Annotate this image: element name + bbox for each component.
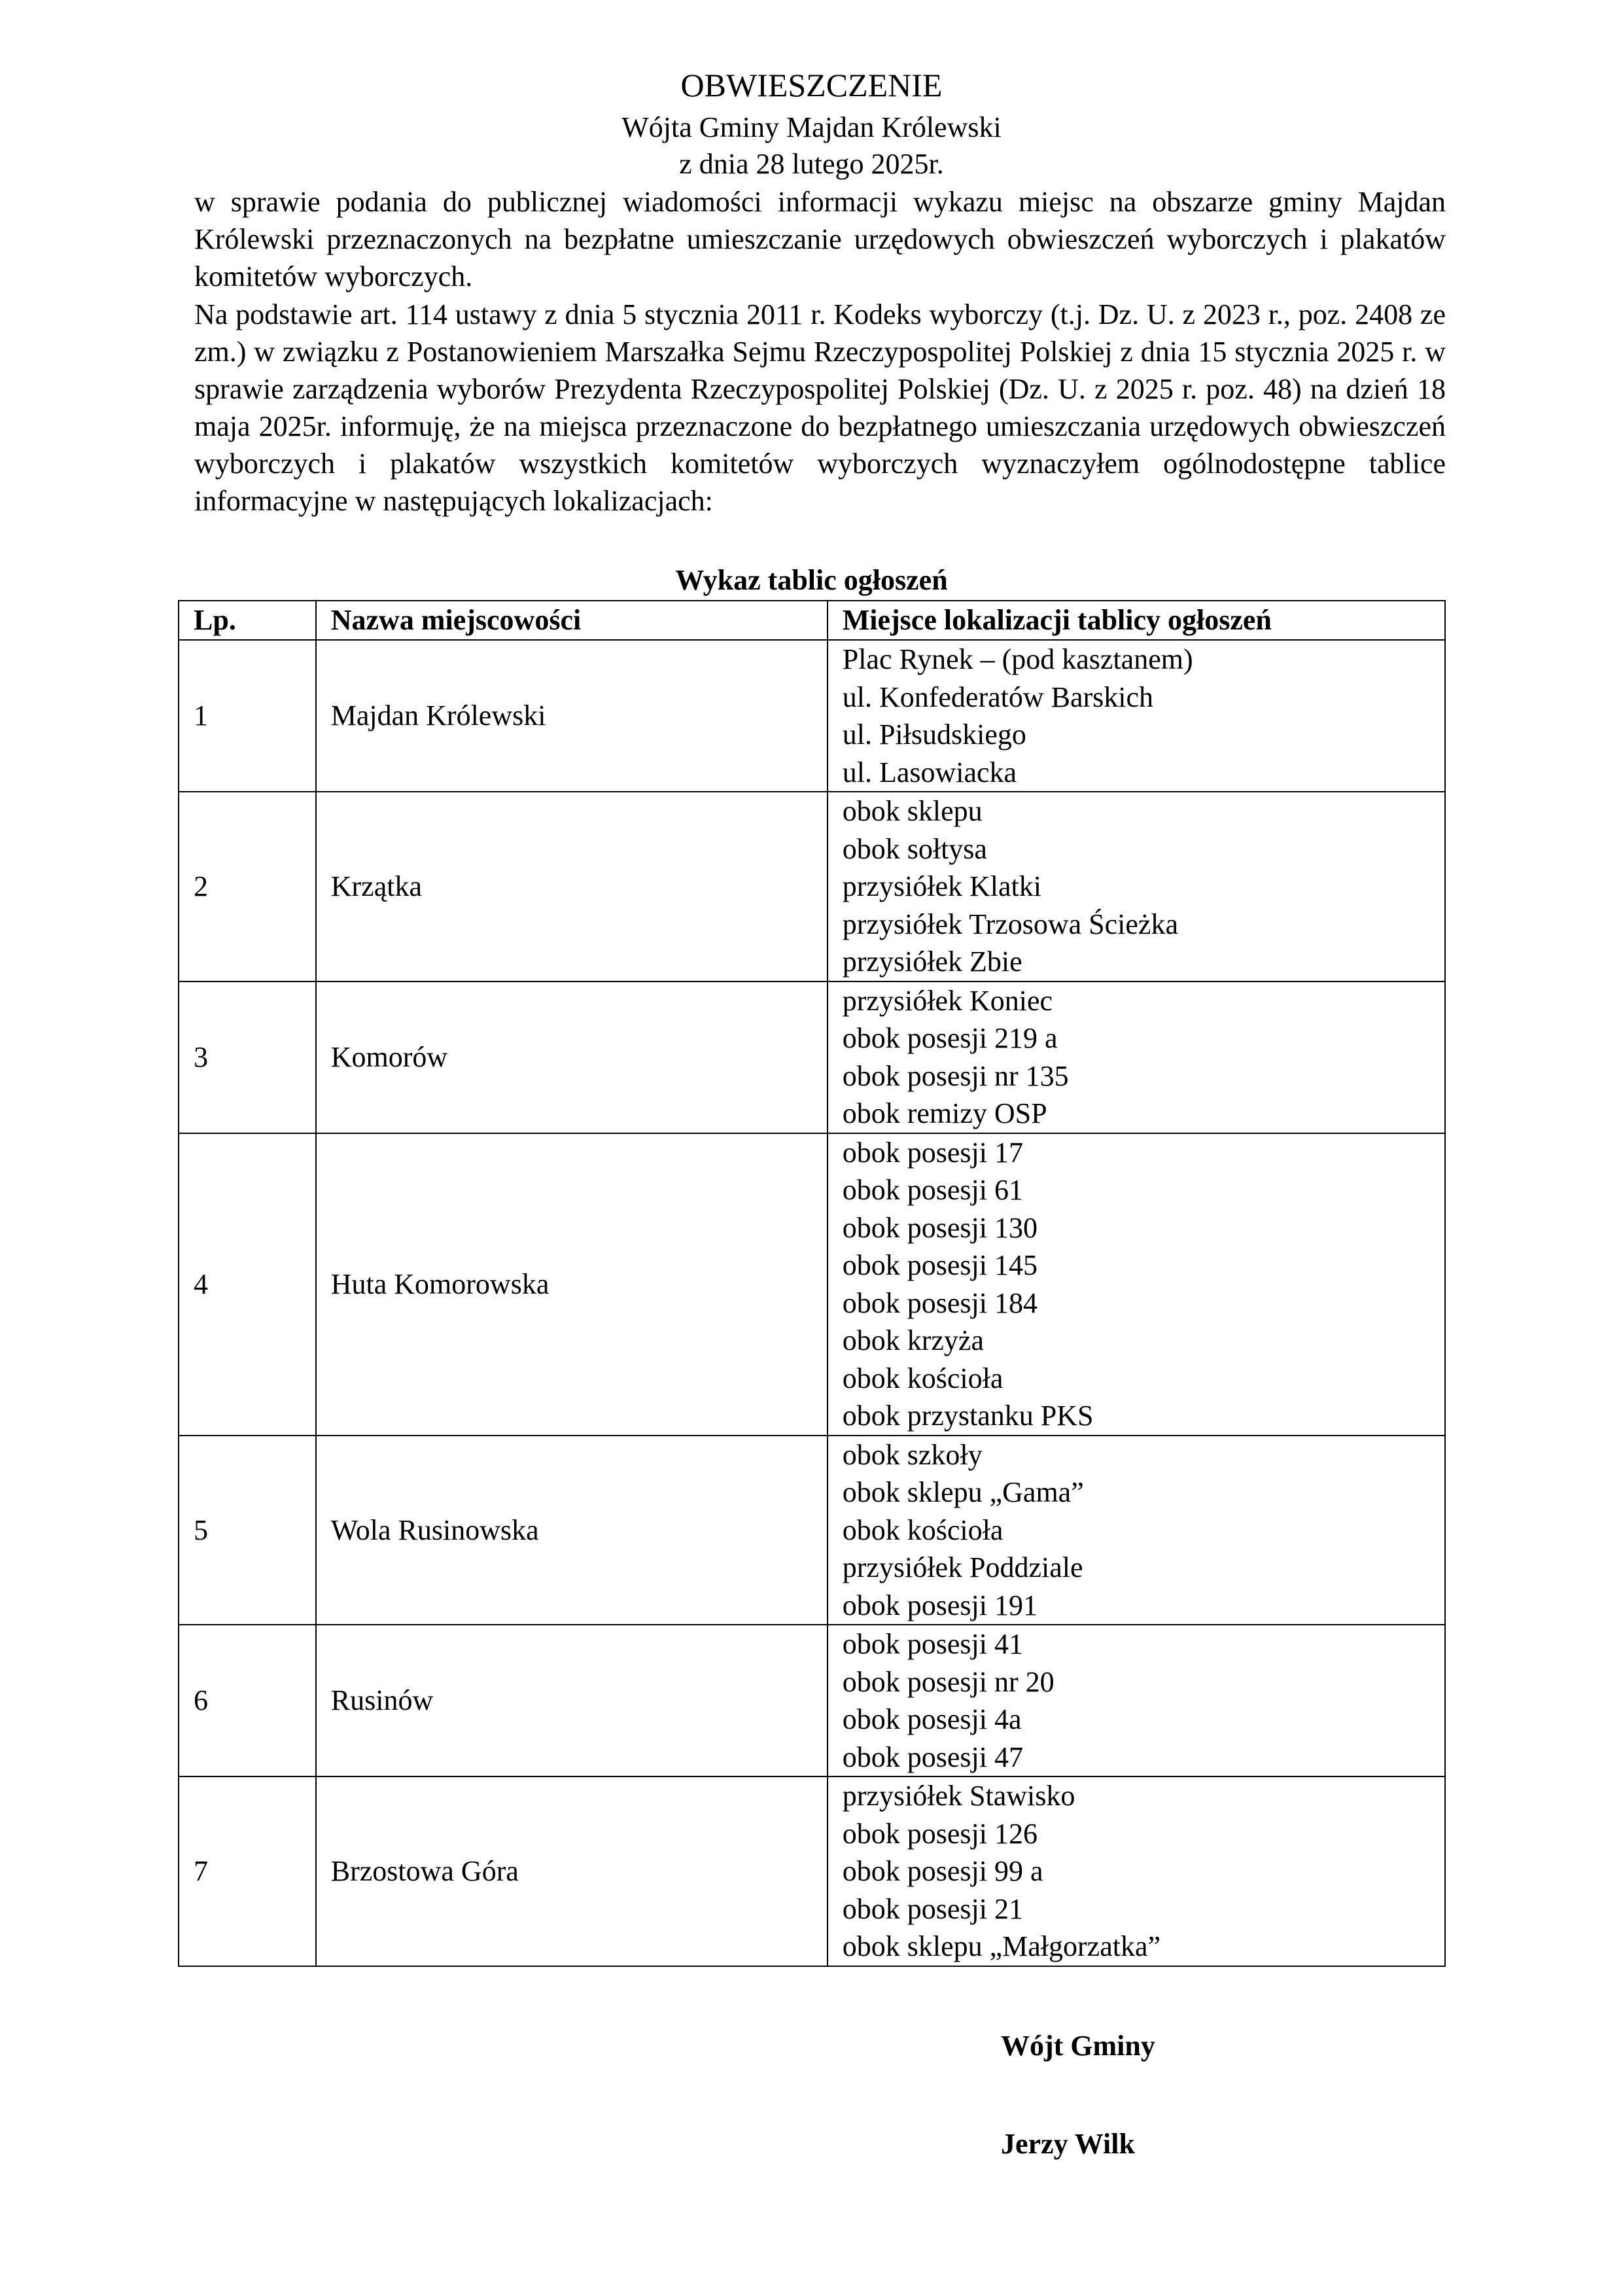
location-item: obok sołtysa — [842, 832, 987, 865]
location-list — [828, 1133, 1445, 1436]
location-item: obok posesji 21 — [842, 1892, 1023, 1925]
location-item: obok kościoła — [842, 1362, 1003, 1394]
location-item: obok przystanku PKS — [842, 1400, 1094, 1432]
location-item: obok posesji 219 a — [842, 1022, 1058, 1054]
location-item: obok posesji 126 — [842, 1817, 1038, 1850]
location-item: obok szkoły — [842, 1438, 983, 1471]
location-item: obok posesji 17 — [842, 1136, 1023, 1169]
location-item: przysiółek Trzosowa Ścieżka — [842, 908, 1178, 940]
location-item: obok posesji 191 — [842, 1589, 1038, 1621]
location-item: obok posesji 61 — [842, 1174, 1023, 1206]
table-row — [179, 640, 1445, 792]
locality-name: Majdan Królewski — [316, 640, 828, 792]
row-number: 3 — [179, 981, 316, 1133]
row-number: 1 — [179, 640, 316, 792]
location-item: obok posesji 47 — [842, 1740, 1023, 1773]
legal-basis-paragraph: Na podstawie art. 114 ustawy z dnia 5 stycznia 2011 r. Kodeks wyborczy (t.j. Dz. U. z 2023 r., poz. 2408 ze zm.) w związku z Postanowieniem Marszałka Sejmu Rzeczypospolitej Polskiej z dnia 15 stycznia 2025 r. w sprawie zarządzenia wyborów Prezydenta Rzeczypospolitej Polskiej (Dz. U. z 2025 r. poz. 48) na dzień 18 maja 2025r. informuję, że na miejsca przeznaczone do bezpłatnego umieszczania urzędowych obwieszczeń wyborczych i plakatów wszystkich komitetów wyborczych wyznaczyłem ogólnodostępne tablice informacyjne w następujących lokalizacjach: — [194, 298, 1446, 517]
location-item: obok posesji 145 — [842, 1249, 1038, 1281]
location-item: ul. Konfederatów Barskich — [842, 680, 1154, 713]
location-item: przysiółek Koniec — [842, 984, 1053, 1017]
location-list — [828, 640, 1445, 792]
location-list — [828, 792, 1445, 981]
location-list — [828, 1436, 1445, 1625]
signature-role: Wójt Gminy — [1001, 2030, 1155, 2062]
location-item: obok posesji nr 20 — [842, 1665, 1055, 1698]
location-item: obok kościoła — [842, 1513, 1003, 1546]
locality-name: Brzostowa Góra — [316, 1776, 828, 1966]
location-item: obok remizy OSP — [842, 1097, 1047, 1129]
table-row — [179, 1776, 1445, 1966]
location-item: przysiółek Poddziale — [842, 1551, 1083, 1583]
header-locality: Nazwa miejscowości — [316, 601, 828, 640]
locality-name: Komorów — [316, 981, 828, 1133]
location-item: obok posesji 184 — [842, 1286, 1038, 1319]
header-location: Miejsce lokalizacji tablicy ogłoszeń — [828, 601, 1445, 640]
table-row — [179, 792, 1445, 981]
location-list — [828, 1776, 1445, 1966]
table-row — [179, 1625, 1445, 1776]
table-row — [179, 1133, 1445, 1436]
locality-name: Huta Komorowska — [316, 1133, 828, 1436]
location-item: ul. Lasowiacka — [842, 756, 1017, 788]
issuer-line: Wójta Gminy Majdan Królewski — [621, 111, 1002, 143]
location-item: Plac Rynek – (pod kasztanem) — [842, 643, 1193, 675]
locality-name: Wola Rusinowska — [316, 1436, 828, 1625]
location-item: przysiółek Stawisko — [842, 1780, 1075, 1812]
location-item: obok posesji 41 — [842, 1628, 1023, 1660]
locality-name: Krzątka — [316, 792, 828, 981]
locality-name: Rusinów — [316, 1625, 828, 1776]
table-header-row — [179, 601, 1445, 640]
row-number: 5 — [179, 1436, 316, 1625]
location-item: obok sklepu — [842, 795, 983, 827]
location-item: obok posesji 130 — [842, 1211, 1038, 1244]
location-item: obok posesji 99 a — [842, 1855, 1043, 1887]
location-item: obok posesji nr 135 — [842, 1059, 1069, 1092]
signature-name: Jerzy Wilk — [1001, 2128, 1135, 2160]
table-row — [179, 981, 1445, 1133]
location-item: przysiółek Klatki — [842, 870, 1041, 902]
location-item: przysiółek Zbie — [842, 945, 1022, 978]
location-list — [828, 1625, 1445, 1776]
location-item: ul. Piłsudskiego — [842, 718, 1026, 751]
location-item: obok sklepu „Małgorzatka” — [842, 1930, 1161, 1962]
location-item: obok posesji 4a — [842, 1703, 1022, 1735]
notice-boards-table — [178, 600, 1446, 1967]
subject-paragraph: w sprawie podania do publicznej wiadomości informacji wykazu miejsc na obszarze gminy Majdan Królewski przeznaczonych na bezpłatne umieszczanie urzędowych obwieszczeń wyborczych i plakatów komitetów wyborczych. — [194, 186, 1446, 292]
document-title: OBWIESZCZENIE — [680, 67, 943, 103]
location-item: obok sklepu „Gama” — [842, 1476, 1084, 1508]
row-number: 4 — [179, 1133, 316, 1436]
location-list — [828, 981, 1445, 1133]
row-number: 7 — [179, 1776, 316, 1966]
date-line: z dnia 28 lutego 2025r. — [679, 148, 944, 180]
table-caption: Wykaz tablic ogłoszeń — [675, 564, 948, 596]
row-number: 2 — [179, 792, 316, 981]
row-number: 6 — [179, 1625, 316, 1776]
header-lp: Lp. — [179, 601, 316, 640]
location-item: obok krzyża — [842, 1324, 984, 1356]
table-row — [179, 1436, 1445, 1625]
